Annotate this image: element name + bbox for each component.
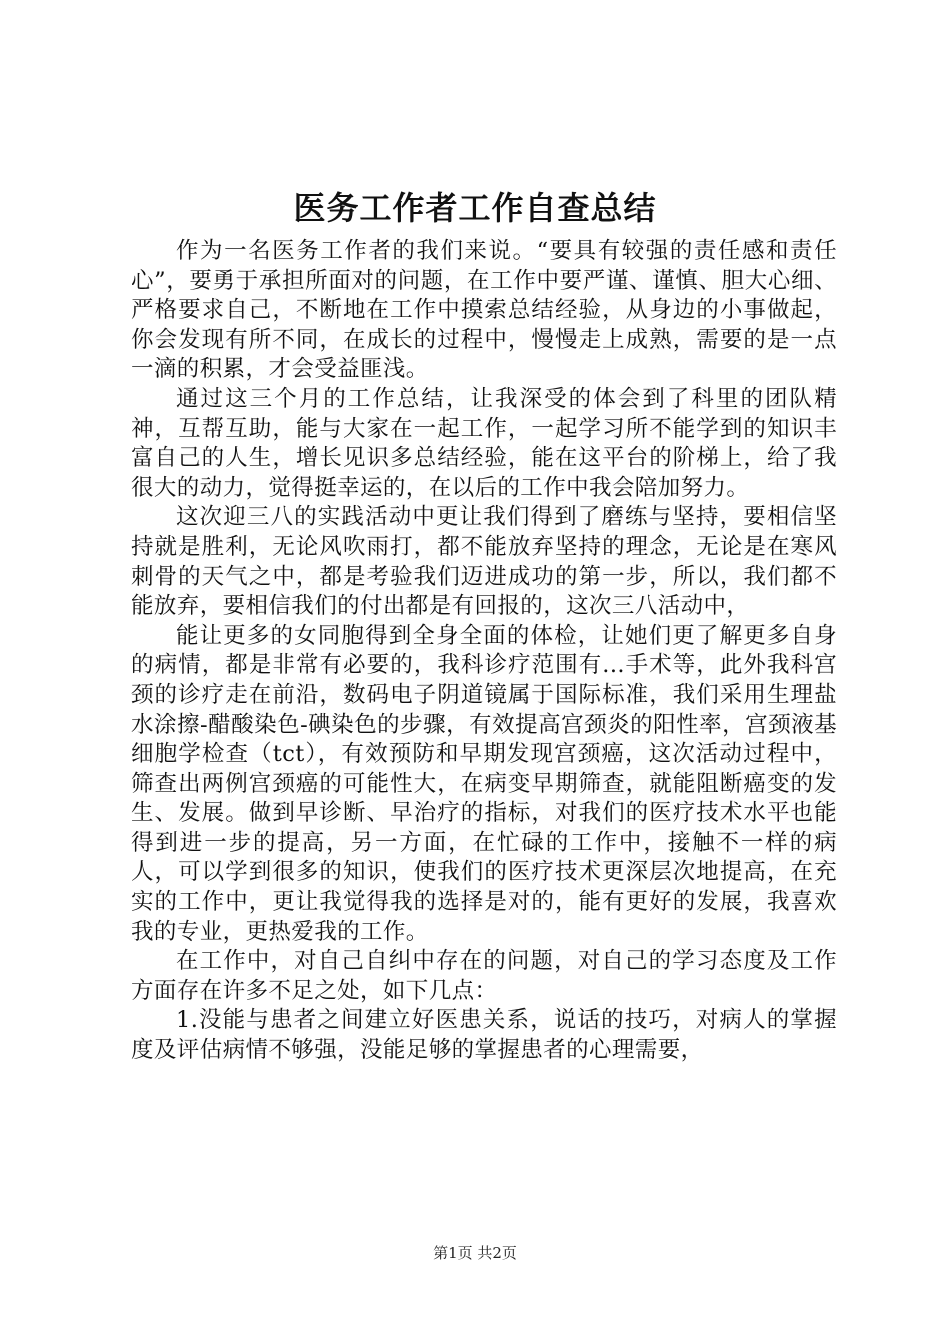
document-title: 医务工作者工作自查总结 — [293, 189, 657, 227]
document-body — [131, 237, 837, 1066]
page-number-footer: 第1页 共2页 — [433, 1244, 517, 1262]
paragraph: 在工作中，对自己自纠中存在的问题，对自己的学习态度及工作方面存在许多不足之处，如下几点： — [131, 948, 837, 1004]
paragraph: 这次迎三八的实践活动中更让我们得到了磨练与坚持，要相信坚持就是胜利，无论风吹雨打，都不能放弃坚持的理念，无论是在寒风刺骨的天气之中，都是考验我们迈进成功的第一步，所以，我们都不能放弃，要相信我们的付出都是有回报的，这次三八活动中， — [131, 504, 837, 620]
paragraph: 能让更多的女同胞得到全身全面的体检，让她们更了解更多自身的病情，都是非常有必要的，我科诊疗范围有...手术等，此外我科宫颈的诊疗走在前沿，数码电子阴道镜属于国际标准，我们采用生理盐水涂擦-醋酸染色-碘染色的步骤，有效提高宫颈炎的阳性率，宫颈液基细胞学检查（tct），有效预防和早期发现宫颈癌，这次活动过程中，筛查出两例宫颈癌的可能性大，在病变早期筛查，就能阻断癌变的发生、发展。做到早诊断、早治疗的指标，对我们的医疗技术水平也能得到进一步的提高，另一方面，在忙碌的工作中，接触不一样的病人，可以学到很多的知识，使我们的医疗技术更深层次地提高，在充实的工作中，更让我觉得我的选择是对的，能有更好的发展，我喜欢我的专业，更热爱我的工作。 — [131, 622, 837, 945]
list-item: 1.没能与患者之间建立好医患关系，说话的技巧，对病人的掌握度及评估病情不够强，没能足够的掌握患者的心理需要， — [131, 1007, 837, 1064]
paragraph: 作为一名医务工作者的我们来说。“要具有较强的责任感和责任心”，要勇于承担所面对的问题，在工作中要严谨、谨慎、胆大心细、严格要求自己，不断地在工作中摸索总结经验，从身边的小事做起，你会发现有所不同，在成长的过程中，慢慢走上成熟，需要的是一点一滴的积累，才会受益匪浅。 — [131, 238, 837, 383]
paragraph: 通过这三个月的工作总结，让我深受的体会到了科里的团队精神，互帮互助，能与大家在一起工作，一起学习所不能学到的知识丰富自己的人生，增长见识多总结经验，能在这平台的阶梯上，给了我很大的动力，觉得挺幸运的，在以后的工作中我会陪加努力。 — [131, 385, 837, 501]
